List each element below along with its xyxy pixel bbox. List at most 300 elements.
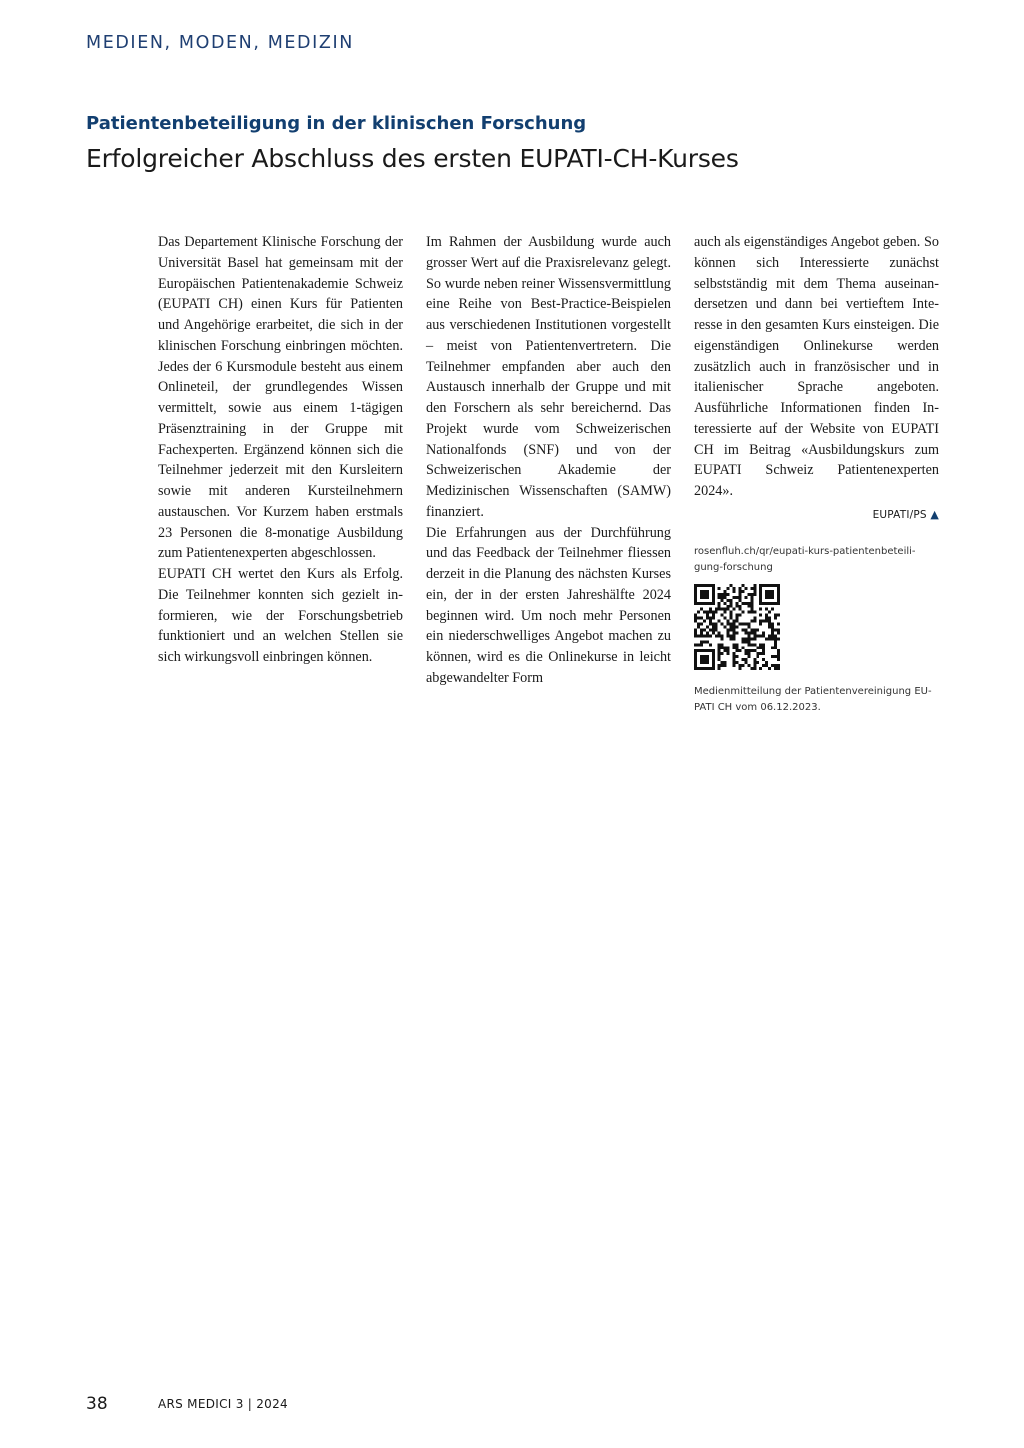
- qr-module: [747, 634, 750, 637]
- qr-module: [747, 637, 750, 640]
- qr-module: [768, 610, 771, 613]
- qr-module: [715, 622, 718, 625]
- qr-module: [703, 601, 706, 604]
- qr-module: [694, 589, 697, 592]
- qr-module: [721, 634, 724, 637]
- qr-module: [733, 619, 736, 622]
- qr-module: [774, 634, 777, 637]
- qr-module: [703, 584, 706, 587]
- qr-module: [777, 628, 780, 631]
- qr-module: [736, 646, 739, 649]
- qr-module: [733, 637, 736, 640]
- qr-module: [750, 598, 753, 601]
- qr-module: [709, 619, 712, 622]
- qr-module: [724, 661, 727, 664]
- qr-module: [724, 625, 727, 628]
- qr-module: [733, 652, 736, 655]
- qr-module: [774, 628, 777, 631]
- qr-module: [697, 643, 700, 646]
- qr-module: [724, 592, 727, 595]
- qr-module: [759, 622, 762, 625]
- qr-module: [712, 610, 715, 613]
- qr-module: [706, 631, 709, 634]
- qr-module: [774, 655, 777, 658]
- qr-module: [736, 595, 739, 598]
- qr-module: [774, 616, 777, 619]
- qr-module: [721, 613, 724, 616]
- qr-module: [700, 589, 703, 592]
- qr-module: [738, 607, 741, 610]
- qr-module: [744, 622, 747, 625]
- qr-module: [768, 595, 771, 598]
- qr-module: [700, 661, 703, 664]
- qr-module: [697, 622, 700, 625]
- qr-module: [733, 631, 736, 634]
- qr-module: [736, 631, 739, 634]
- qr-module: [730, 637, 733, 640]
- qr-module: [727, 592, 730, 595]
- qr-module: [703, 634, 706, 637]
- qr-module: [759, 601, 762, 604]
- qr-module: [759, 595, 762, 598]
- qr-module: [712, 595, 715, 598]
- qr-module: [718, 634, 721, 637]
- qr-module: [759, 667, 762, 670]
- qr-module: [703, 658, 706, 661]
- qr-module: [727, 622, 730, 625]
- qr-module: [747, 655, 750, 658]
- qr-module: [709, 601, 712, 604]
- qr-module: [762, 634, 765, 637]
- qr-module: [762, 664, 765, 667]
- qr-module: [756, 661, 759, 664]
- qr-module: [771, 595, 774, 598]
- qr-module: [738, 613, 741, 616]
- qr-module: [765, 584, 768, 587]
- qr-module: [777, 584, 780, 587]
- qr-module: [753, 586, 756, 589]
- qr-module: [762, 601, 765, 604]
- qr-module: [703, 667, 706, 670]
- qr-module: [709, 628, 712, 631]
- qr-module: [700, 667, 703, 670]
- qr-module: [721, 637, 724, 640]
- qr-module: [777, 613, 780, 616]
- qr-module: [706, 625, 709, 628]
- qr-module: [741, 589, 744, 592]
- qr-module: [768, 592, 771, 595]
- qr-module: [733, 607, 736, 610]
- qr-module: [706, 649, 709, 652]
- qr-module: [733, 661, 736, 664]
- qr-module: [774, 601, 777, 604]
- qr-module: [768, 634, 771, 637]
- qr-module: [724, 616, 727, 619]
- qr-module: [709, 634, 712, 637]
- qr-module: [715, 625, 718, 628]
- qr-module: [724, 601, 727, 604]
- qr-module: [777, 631, 780, 634]
- qr-module: [694, 649, 697, 652]
- qr-module: [771, 637, 774, 640]
- qr-module: [774, 664, 777, 667]
- qr-module: [733, 646, 736, 649]
- qr-module: [733, 643, 736, 646]
- qr-module: [730, 634, 733, 637]
- qr-module: [703, 610, 706, 613]
- qr-module: [724, 595, 727, 598]
- qr-module: [753, 631, 756, 634]
- qr-module: [706, 634, 709, 637]
- qr-module: [733, 589, 736, 592]
- qr-module: [777, 649, 780, 652]
- qr-module: [694, 584, 697, 587]
- article-headline: Erfolgreicher Abschluss des ersten EUPATI-CH-Kurses: [86, 144, 739, 173]
- qr-module: [721, 643, 724, 646]
- qr-module: [762, 643, 765, 646]
- qr-module: [753, 592, 756, 595]
- qr-link[interactable]: rosenfluh.ch/qr/eupati-kurs-patientenbeteiligung-forschung: [694, 545, 916, 573]
- qr-module: [738, 589, 741, 592]
- qr-module: [759, 643, 762, 646]
- qr-module: [753, 649, 756, 652]
- qr-module: [765, 613, 768, 616]
- qr-module: [750, 643, 753, 646]
- qr-module: [741, 664, 744, 667]
- article-subtitle: Patientenbeteiligung in der klinischen Forschung: [86, 113, 587, 134]
- qr-module: [703, 628, 706, 631]
- qr-module: [759, 586, 762, 589]
- qr-module: [712, 649, 715, 652]
- qr-module: [697, 667, 700, 670]
- qr-module: [747, 604, 750, 607]
- qr-module: [738, 622, 741, 625]
- qr-module: [741, 658, 744, 661]
- article-column-2: [426, 232, 671, 689]
- qr-module: [765, 592, 768, 595]
- qr-module: [715, 634, 718, 637]
- qr-module: [777, 655, 780, 658]
- qr-module: [774, 613, 777, 616]
- qr-module: [718, 643, 721, 646]
- qr-module: [768, 589, 771, 592]
- qr-module: [762, 631, 765, 634]
- qr-module: [733, 595, 736, 598]
- qr-module: [694, 616, 697, 619]
- qr-module: [727, 649, 730, 652]
- qr-module: [712, 661, 715, 664]
- qr-module: [718, 658, 721, 661]
- qr-module: [733, 655, 736, 658]
- qr-module: [738, 604, 741, 607]
- qr-module: [736, 661, 739, 664]
- qr-module: [759, 589, 762, 592]
- qr-code-icon[interactable]: [694, 584, 780, 670]
- qr-module: [703, 592, 706, 595]
- qr-module: [762, 649, 765, 652]
- qr-module: [747, 631, 750, 634]
- qr-module: [747, 610, 750, 613]
- section-label: MEDIEN, MODEN, MEDIZIN: [86, 33, 354, 53]
- qr-module: [750, 637, 753, 640]
- qr-module: [700, 628, 703, 631]
- qr-module: [765, 607, 768, 610]
- qr-module: [741, 610, 744, 613]
- qr-module: [759, 592, 762, 595]
- qr-module: [706, 655, 709, 658]
- qr-module: [750, 628, 753, 631]
- qr-module: [777, 652, 780, 655]
- qr-module: [700, 649, 703, 652]
- qr-module: [715, 628, 718, 631]
- qr-module: [753, 628, 756, 631]
- qr-module: [694, 655, 697, 658]
- qr-module: [753, 634, 756, 637]
- paragraph: Im Rahmen der Ausbildung wurde auch grosser Wert auf die Praxisrelevanz gelegt. So wurde neben reiner Wissensvermittlung eine Reihe von Best-Practice-Beispielen aus verschiedenen Institutionen vorgestellt – meist von Patientenvertretern. Die Teilnehmer empfanden aber auch den Austausch innerhalb der Gruppe und mit den Forschern als sehr bereichernd. Das Projekt wurde vom Schweizerischen Nationalfonds (SNF) und von der Schweizerischen Akademie der Medizinischen Wissenschaften (SAMW) finanziert.: [426, 234, 671, 520]
- qr-module: [703, 595, 706, 598]
- qr-module: [721, 664, 724, 667]
- qr-module: [694, 631, 697, 634]
- qr-module: [706, 589, 709, 592]
- qr-module: [703, 661, 706, 664]
- paragraph: auch als eigenständiges Angebot geben. So können sich Interessierte zunächst selbstständig mit dem Thema auseinandersetzen und dann bei vertieftem Interesse in den gesamten Kurs einsteigen. Die eigenständigen Onlinekurse werden zusätzlich auch in französischer und in italienischer Sprache angeboten. Ausführliche Informationen finden Interessierte auf der Website von EUPATI CH im Beitrag «Ausbildungskurs zum EUPATI Schweiz Patientenexperten 2024».: [694, 234, 939, 499]
- qr-module: [750, 586, 753, 589]
- qr-module: [744, 595, 747, 598]
- qr-module: [730, 610, 733, 613]
- qr-module: [771, 625, 774, 628]
- qr-module: [727, 619, 730, 622]
- qr-module: [733, 628, 736, 631]
- qr-module: [700, 631, 703, 634]
- qr-module: [759, 584, 762, 587]
- qr-module: [724, 589, 727, 592]
- qr-module: [744, 637, 747, 640]
- qr-module: [703, 655, 706, 658]
- qr-module: [727, 646, 730, 649]
- qr-module: [777, 595, 780, 598]
- qr-module: [712, 613, 715, 616]
- qr-module: [771, 628, 774, 631]
- qr-module: [777, 637, 780, 640]
- qr-module: [694, 586, 697, 589]
- qr-module: [756, 628, 759, 631]
- qr-module: [762, 652, 765, 655]
- qr-module: [694, 598, 697, 601]
- qr-module: [727, 631, 730, 634]
- qr-module: [753, 661, 756, 664]
- qr-module: [736, 613, 739, 616]
- qr-module: [727, 634, 730, 637]
- page-number: 38: [86, 1394, 108, 1414]
- qr-module: [730, 601, 733, 604]
- qr-module: [756, 655, 759, 658]
- qr-module: [706, 610, 709, 613]
- qr-module: [697, 616, 700, 619]
- qr-module: [753, 616, 756, 619]
- qr-module: [709, 610, 712, 613]
- qr-module: [744, 658, 747, 661]
- qr-module: [727, 652, 730, 655]
- qr-module: [738, 649, 741, 652]
- signature-text: EUPATI/PS: [872, 508, 927, 521]
- qr-module: [724, 664, 727, 667]
- qr-module: [738, 598, 741, 601]
- qr-module: [700, 592, 703, 595]
- qr-module: [777, 592, 780, 595]
- qr-module: [750, 610, 753, 613]
- qr-module: [721, 661, 724, 664]
- qr-module: [697, 625, 700, 628]
- qr-module: [768, 625, 771, 628]
- qr-module: [709, 607, 712, 610]
- qr-module: [741, 640, 744, 643]
- qr-module: [712, 616, 715, 619]
- qr-module: [774, 667, 777, 670]
- qr-module: [736, 604, 739, 607]
- qr-module: [694, 634, 697, 637]
- qr-module: [738, 667, 741, 670]
- qr-module: [777, 586, 780, 589]
- qr-module: [727, 628, 730, 631]
- qr-module: [712, 652, 715, 655]
- qr-module: [744, 631, 747, 634]
- qr-module: [733, 658, 736, 661]
- qr-module: [718, 604, 721, 607]
- qr-module: [694, 661, 697, 664]
- qr-module: [744, 601, 747, 604]
- qr-module: [715, 610, 718, 613]
- qr-module: [750, 604, 753, 607]
- qr-module: [730, 622, 733, 625]
- qr-module: [771, 584, 774, 587]
- qr-module: [744, 652, 747, 655]
- paragraph: Die Erfahrungen aus der Durchführung und das Feedback der Teilnehmer fliessen derzeit in die Planung des nächsten Kurses ein, der in der ersten Jahreshälfte 2024 beginnen wird. Um noch mehr Personen ein niederschwelliges Angebot machen zu können, wird es die Onlinekurse in leicht abgewandelter Form: [426, 524, 671, 686]
- qr-module: [753, 584, 756, 587]
- qr-module: [753, 667, 756, 670]
- qr-module: [697, 610, 700, 613]
- qr-module: [768, 619, 771, 622]
- qr-module: [694, 643, 697, 646]
- qr-module: [753, 643, 756, 646]
- qr-module: [709, 649, 712, 652]
- qr-module: [694, 613, 697, 616]
- qr-module: [771, 622, 774, 625]
- qr-module: [730, 628, 733, 631]
- qr-module: [759, 607, 762, 610]
- triangle-up-icon: ▲: [930, 507, 939, 521]
- qr-module: [771, 592, 774, 595]
- qr-module: [741, 628, 744, 631]
- qr-module: [700, 643, 703, 646]
- qr-module: [721, 646, 724, 649]
- qr-module: [718, 649, 721, 652]
- qr-module: [774, 643, 777, 646]
- qr-module: [741, 637, 744, 640]
- qr-module: [741, 584, 744, 587]
- qr-module: [759, 646, 762, 649]
- qr-module: [747, 592, 750, 595]
- qr-module: [694, 652, 697, 655]
- qr-module: [706, 601, 709, 604]
- qr-module: [712, 598, 715, 601]
- qr-module: [750, 649, 753, 652]
- qr-module: [712, 592, 715, 595]
- qr-module: [771, 646, 774, 649]
- qr-module: [741, 622, 744, 625]
- qr-module: [703, 619, 706, 622]
- qr-module: [774, 637, 777, 640]
- qr-module: [709, 667, 712, 670]
- qr-module: [747, 622, 750, 625]
- qr-module: [747, 625, 750, 628]
- qr-module: [730, 625, 733, 628]
- qr-module: [768, 667, 771, 670]
- qr-module: [765, 601, 768, 604]
- qr-module: [724, 610, 727, 613]
- qr-module: [762, 619, 765, 622]
- qr-module: [736, 616, 739, 619]
- qr-module: [700, 607, 703, 610]
- qr-module: [750, 619, 753, 622]
- qr-module: [771, 634, 774, 637]
- qr-module: [736, 625, 739, 628]
- qr-module: [706, 584, 709, 587]
- qr-module: [718, 595, 721, 598]
- qr-module: [706, 595, 709, 598]
- qr-module: [741, 646, 744, 649]
- qr-module: [736, 601, 739, 604]
- qr-module: [706, 661, 709, 664]
- qr-module: [730, 584, 733, 587]
- qr-module: [774, 584, 777, 587]
- qr-module: [756, 634, 759, 637]
- qr-module: [771, 607, 774, 610]
- qr-module: [712, 622, 715, 625]
- qr-module: [712, 631, 715, 634]
- qr-module: [747, 649, 750, 652]
- qr-module: [738, 595, 741, 598]
- qr-module: [750, 601, 753, 604]
- qr-module: [721, 622, 724, 625]
- qr-module: [753, 637, 756, 640]
- qr-module: [718, 607, 721, 610]
- qr-module: [771, 655, 774, 658]
- qr-module: [733, 634, 736, 637]
- qr-module: [712, 584, 715, 587]
- qr-module: [768, 616, 771, 619]
- qr-module: [765, 595, 768, 598]
- qr-module: [736, 649, 739, 652]
- qr-module: [697, 584, 700, 587]
- qr-module: [694, 595, 697, 598]
- qr-module: [712, 589, 715, 592]
- qr-module: [759, 652, 762, 655]
- qr-module: [747, 643, 750, 646]
- qr-module: [730, 598, 733, 601]
- qr-module: [750, 595, 753, 598]
- qr-module: [756, 646, 759, 649]
- qr-module: [759, 634, 762, 637]
- qr-module: [750, 607, 753, 610]
- qr-module: [709, 643, 712, 646]
- qr-module: [709, 622, 712, 625]
- qr-module: [700, 658, 703, 661]
- qr-module: [736, 643, 739, 646]
- qr-module: [736, 619, 739, 622]
- qr-module: [753, 658, 756, 661]
- qr-module: [759, 619, 762, 622]
- qr-module: [718, 655, 721, 658]
